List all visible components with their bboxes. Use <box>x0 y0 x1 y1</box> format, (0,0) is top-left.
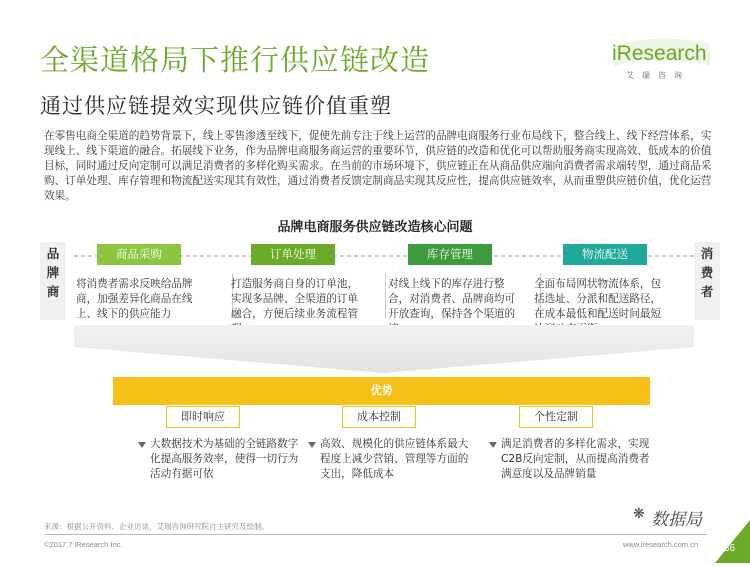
advantage-tag-custom: 个性定制 <box>519 406 593 428</box>
brand-side-text: 品牌商 <box>46 246 60 299</box>
intro-paragraph: 在零售电商全渠道的趋势背景下，线上零售渗透至线下，促使先前专注于线上运营的品牌电商服务行业布局线下，整合线上、线下经营体系，实现线上、线下渠道的融合。拓展线下业务，作为品牌电商服务商运营的重要环节，供应链的改造和优化可以帮助服务商实现高效、低成本的价值目标，同时通过反向定制可以满足消费者的多样化购买需求。在当前的市场环境下，供应链正在从商品供应端向消费者需求端转型，通过商品采购、订单处理、库存管理和物流配送实现其有效性，通过消费者反馈定制商品实现其反应性，提高供应链效率，从而重塑供应链价值，优化运营效果。 <box>44 130 712 202</box>
advantage-desc-custom <box>501 437 651 482</box>
diagram-title: 品牌电商服务供应链改造核心问题 <box>277 220 473 235</box>
logo-sub: 艾瑞咨询 <box>626 71 690 80</box>
iresearch-logo <box>612 36 712 86</box>
advantage-desc-response-text: 大数据技术为基础的全链路数字化提高服务效率，使得一切行为活动有据可依 <box>150 438 299 480</box>
stage-tag-procurement: 商品采购 <box>97 244 181 265</box>
bullet-icon <box>489 442 497 448</box>
brand-side-label <box>40 242 66 320</box>
stage-desc-logistics: 全面布局网状物流体系，包括选址、分派和配送路径，在成本最低和配送时间最短 <box>534 278 662 320</box>
footer-divider <box>44 534 707 535</box>
stage-desc-procurement: 将消费者需求反映给品牌商，加强差异化商品在线上、线下的供应能力 <box>76 278 193 320</box>
stage-desc-order: 打造服务商自身的订单池，实现多品牌、全渠道的订单融合，方便后续业务流程管 <box>231 278 359 320</box>
watermark: 数据局 <box>651 510 702 530</box>
page-number: 36 <box>724 543 736 554</box>
advantage-desc-cost <box>320 437 470 482</box>
down-arrow-icon <box>74 325 694 375</box>
advantage-tag-response: 即时响应 <box>166 406 240 428</box>
bullet-icon <box>138 442 146 448</box>
stage-desc-inventory: 对线上线下的库存进行整合，对消费者、品牌商均可开放查询，保持各个渠道的 <box>388 278 516 320</box>
copyright: ©2017.7 iResearch Inc. <box>44 540 123 549</box>
advantage-tag-cost: 成本控制 <box>342 406 416 428</box>
divider <box>385 273 386 318</box>
advantage-bar: 优势 <box>113 377 650 405</box>
source-note: 来源：根据公开资料、企业访谈，艾瑞咨询研究院自主研究及绘制。 <box>44 522 269 531</box>
website-link[interactable]: www.iresearch.com.cn <box>623 540 699 549</box>
advantage-desc-cost-text: 高效、规模化的供应链体系最大程度上减少营销、管理等方面的支出，降低成本 <box>320 438 469 480</box>
wechat-icon: ❋ <box>633 506 645 522</box>
bullet-icon <box>308 442 316 448</box>
advantage-desc-response <box>150 437 300 482</box>
consumer-side-label <box>694 242 720 320</box>
stage-tag-inventory: 库存管理 <box>408 244 492 265</box>
page-corner <box>715 520 750 563</box>
page-subtitle: 通过供应链提效实现供应链价值重塑 <box>40 94 392 118</box>
page-title: 全渠道格局下推行供应链改造 <box>40 43 431 77</box>
stage-tag-logistics: 物流配送 <box>563 244 647 265</box>
stage-tag-order: 订单处理 <box>251 244 335 265</box>
consumer-side-text: 消费者 <box>700 246 714 299</box>
advantage-desc-custom-text: 满足消费者的多样化需求，实现C2B反向定制，从而提高消费者满意度以及品牌销量 <box>501 438 650 480</box>
logo-brand: iResearch <box>612 42 707 65</box>
